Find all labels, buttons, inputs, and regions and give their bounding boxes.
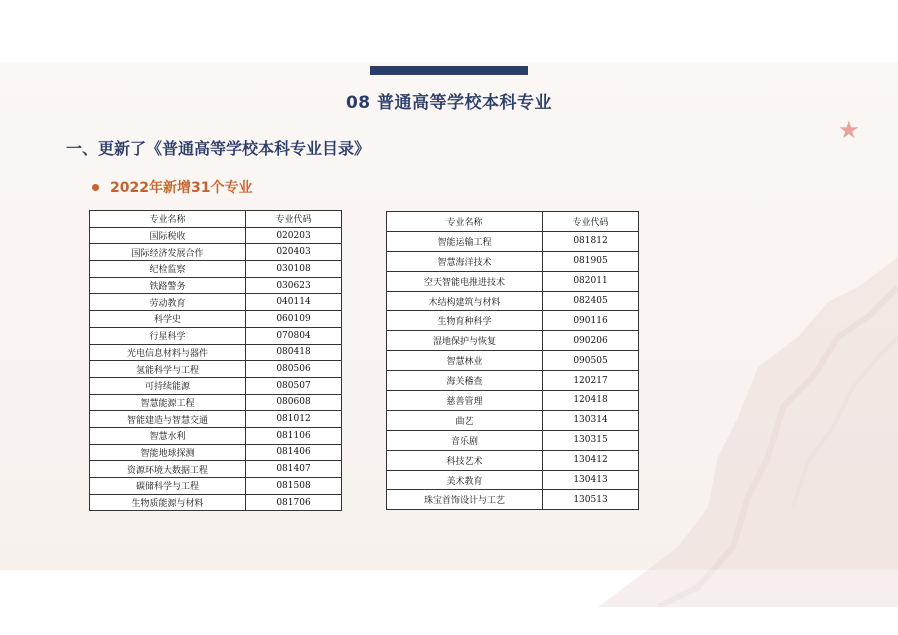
table-row xyxy=(387,291,639,311)
table-row xyxy=(90,461,342,478)
column-header-code: 专业代码 xyxy=(246,211,342,228)
major-name-cell: 科学史 xyxy=(90,311,246,328)
table-row xyxy=(90,344,342,361)
major-name-cell: 生物质能源与材料 xyxy=(90,494,246,511)
table-row xyxy=(90,327,342,344)
table-row xyxy=(90,427,342,444)
major-name-cell: 光电信息材料与器件 xyxy=(90,344,246,361)
major-code-cell: 082405 xyxy=(543,291,639,311)
page-title: 08 普通高等学校本科专业 xyxy=(345,93,553,113)
major-code-cell: 090206 xyxy=(543,331,639,351)
table-row xyxy=(387,231,639,251)
major-code-cell: 081106 xyxy=(246,427,342,444)
major-name-cell: 曲艺 xyxy=(387,410,543,430)
table-row xyxy=(90,494,342,511)
table-row xyxy=(387,450,639,470)
table-row xyxy=(90,377,342,394)
table-row xyxy=(90,311,342,328)
major-code-cell: 082011 xyxy=(543,271,639,291)
star-icon: ★ xyxy=(838,116,860,144)
major-name-cell: 湿地保护与恢复 xyxy=(387,331,543,351)
major-code-cell: 020203 xyxy=(246,227,342,244)
major-code-cell: 080418 xyxy=(246,344,342,361)
table-row xyxy=(90,361,342,378)
major-code-cell: 120418 xyxy=(543,391,639,411)
table-row xyxy=(90,478,342,495)
column-header-name: 专业名称 xyxy=(387,212,543,232)
major-name-cell: 空天智能电推进技术 xyxy=(387,271,543,291)
table-header-row xyxy=(387,212,639,232)
bullet-dot-icon xyxy=(92,184,99,191)
major-name-cell: 资源环境大数据工程 xyxy=(90,461,246,478)
major-code-cell: 090505 xyxy=(543,351,639,371)
major-name-cell: 碳储科学与工程 xyxy=(90,478,246,495)
section-heading: 一、更新了《普通高等学校本科专业目录》 xyxy=(66,139,371,158)
table-row xyxy=(90,227,342,244)
major-code-cell: 130513 xyxy=(543,490,639,510)
major-name-cell: 智能运输工程 xyxy=(387,231,543,251)
major-name-cell: 慈善管理 xyxy=(387,391,543,411)
major-name-cell: 科技艺术 xyxy=(387,450,543,470)
major-code-cell: 030108 xyxy=(246,261,342,278)
major-name-cell: 海关稽查 xyxy=(387,371,543,391)
major-name-cell: 美术教育 xyxy=(387,470,543,490)
major-name-cell: 音乐剧 xyxy=(387,430,543,450)
major-name-cell: 铁路警务 xyxy=(90,277,246,294)
major-code-cell: 120217 xyxy=(543,371,639,391)
bullet-item xyxy=(92,177,252,197)
major-name-cell: 可持续能源 xyxy=(90,377,246,394)
column-header-code: 专业代码 xyxy=(543,212,639,232)
majors-table-left xyxy=(89,210,342,511)
table-row xyxy=(387,371,639,391)
table-row xyxy=(90,444,342,461)
major-code-cell: 081406 xyxy=(246,444,342,461)
table-row xyxy=(387,490,639,510)
major-code-cell: 081012 xyxy=(246,411,342,428)
major-name-cell: 木结构建筑与材料 xyxy=(387,291,543,311)
column-header-name: 专业名称 xyxy=(90,211,246,228)
major-name-cell: 国际经济发展合作 xyxy=(90,244,246,261)
major-name-cell: 纪检监察 xyxy=(90,261,246,278)
major-code-cell: 080507 xyxy=(246,377,342,394)
major-code-cell: 130412 xyxy=(543,450,639,470)
title-accent-bar xyxy=(370,66,528,75)
major-code-cell: 020403 xyxy=(246,244,342,261)
major-code-cell: 081706 xyxy=(246,494,342,511)
table-header-row xyxy=(90,211,342,228)
major-code-cell: 080506 xyxy=(246,361,342,378)
major-name-cell: 智慧能源工程 xyxy=(90,394,246,411)
major-name-cell: 智能建造与智慧交通 xyxy=(90,411,246,428)
major-code-cell: 130314 xyxy=(543,410,639,430)
major-name-cell: 智慧林业 xyxy=(387,351,543,371)
table-row xyxy=(90,244,342,261)
table-row xyxy=(387,470,639,490)
majors-table-right xyxy=(386,211,639,510)
major-code-cell: 130413 xyxy=(543,470,639,490)
table-row xyxy=(90,277,342,294)
great-wall-illustration xyxy=(598,247,898,607)
major-code-cell: 070804 xyxy=(246,327,342,344)
major-code-cell: 081905 xyxy=(543,251,639,271)
major-code-cell: 081508 xyxy=(246,478,342,495)
major-name-cell: 劳动教育 xyxy=(90,294,246,311)
table-row xyxy=(387,391,639,411)
major-code-cell: 040114 xyxy=(246,294,342,311)
table-row xyxy=(90,294,342,311)
table-row xyxy=(387,351,639,371)
table-row xyxy=(90,261,342,278)
major-code-cell: 090116 xyxy=(543,311,639,331)
major-name-cell: 生物育种科学 xyxy=(387,311,543,331)
major-name-cell: 智能地球探测 xyxy=(90,444,246,461)
major-code-cell: 030623 xyxy=(246,277,342,294)
table-row xyxy=(387,410,639,430)
major-code-cell: 130315 xyxy=(543,430,639,450)
table-row xyxy=(90,411,342,428)
table-body-right xyxy=(387,231,639,509)
table-row xyxy=(387,251,639,271)
table-row xyxy=(387,331,639,351)
table-row xyxy=(387,311,639,331)
bullet-text: 2022年新增31个专业 xyxy=(110,180,253,196)
major-code-cell: 060109 xyxy=(246,311,342,328)
major-name-cell: 国际税收 xyxy=(90,227,246,244)
major-code-cell: 081407 xyxy=(246,461,342,478)
table-row xyxy=(387,271,639,291)
major-code-cell: 080608 xyxy=(246,394,342,411)
major-name-cell: 珠宝首饰设计与工艺 xyxy=(387,490,543,510)
major-code-cell: 081812 xyxy=(543,231,639,251)
major-name-cell: 智慧海洋技术 xyxy=(387,251,543,271)
table-body-left xyxy=(90,227,342,511)
major-name-cell: 行星科学 xyxy=(90,327,246,344)
major-name-cell: 智慧水利 xyxy=(90,427,246,444)
table-row xyxy=(90,394,342,411)
major-name-cell: 氢能科学与工程 xyxy=(90,361,246,378)
table-row xyxy=(387,430,639,450)
